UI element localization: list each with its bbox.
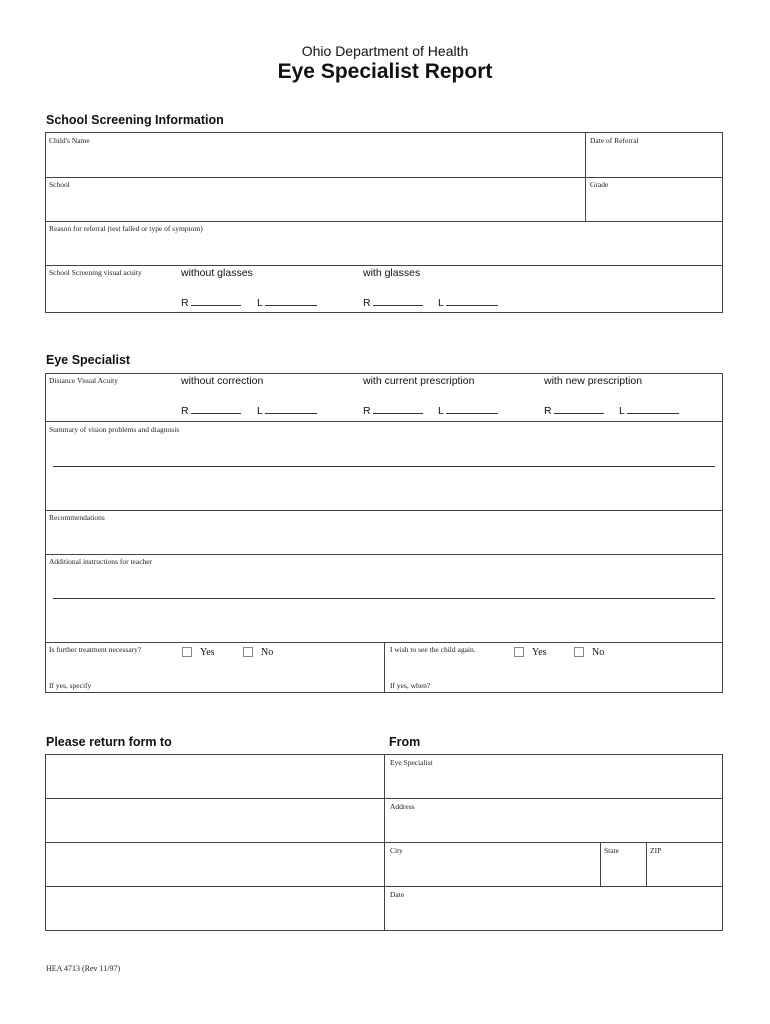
from-date-field[interactable] bbox=[386, 900, 722, 929]
see-again-yes-checkbox[interactable] bbox=[514, 647, 524, 657]
additional-instructions-label: Additional instructions for teacher bbox=[49, 557, 153, 566]
school-field[interactable] bbox=[46, 191, 584, 220]
without-correction-l-field[interactable]: L bbox=[257, 404, 317, 417]
from-address-field[interactable] bbox=[386, 812, 722, 841]
with-current-l-field[interactable]: L bbox=[438, 404, 498, 417]
with-new-l-field[interactable]: L bbox=[619, 404, 679, 417]
screening-without-r-field[interactable]: R bbox=[181, 296, 241, 309]
additional-line bbox=[53, 598, 715, 599]
further-treatment-no-label: No bbox=[261, 647, 274, 658]
if-yes-specify-label: If yes, specify bbox=[49, 681, 92, 690]
without-glasses-label: without glasses bbox=[181, 267, 253, 279]
reason-field[interactable] bbox=[46, 235, 722, 264]
from-date-label: Date bbox=[390, 890, 405, 899]
form-number: HEA 4713 (Rev 11/97) bbox=[46, 964, 121, 973]
summary-field[interactable] bbox=[46, 436, 722, 509]
agency-name: Ohio Department of Health bbox=[301, 43, 469, 59]
further-treatment-label: Is further treatment necessary? bbox=[49, 645, 142, 654]
childs-name-field[interactable] bbox=[46, 147, 584, 176]
without-correction-label: without correction bbox=[181, 375, 264, 387]
recommendations-field[interactable] bbox=[46, 524, 722, 553]
page-title: Eye Specialist Report bbox=[277, 60, 493, 83]
from-city-field[interactable] bbox=[386, 856, 599, 885]
further-treatment-yes-label: Yes bbox=[200, 647, 215, 658]
see-again-yes-label: Yes bbox=[532, 647, 547, 658]
school-label: School bbox=[49, 180, 70, 189]
from-eye-specialist-label: Eye Specialist bbox=[390, 758, 433, 767]
grade-label: Grade bbox=[590, 180, 609, 189]
from-heading: From bbox=[389, 735, 421, 749]
from-address-label: Address bbox=[390, 802, 415, 811]
if-yes-when-label: If yes, when? bbox=[390, 681, 431, 690]
if-yes-when-field[interactable] bbox=[440, 676, 720, 692]
if-yes-specify-field[interactable] bbox=[110, 676, 380, 692]
from-state-label: State bbox=[604, 846, 619, 855]
with-glasses-label: with glasses bbox=[363, 267, 421, 279]
further-treatment-no-checkbox[interactable] bbox=[243, 647, 253, 657]
screening-without-l-field[interactable]: L bbox=[257, 296, 317, 309]
return-address-field[interactable] bbox=[46, 755, 383, 930]
see-again-no-label: No bbox=[592, 647, 605, 658]
see-again-no-checkbox[interactable] bbox=[574, 647, 584, 657]
further-treatment-yes-checkbox[interactable] bbox=[182, 647, 192, 657]
from-zip-field[interactable] bbox=[648, 856, 722, 885]
screening-with-r-field[interactable]: R bbox=[363, 296, 423, 309]
screening-with-l-field[interactable]: L bbox=[438, 296, 498, 309]
see-again-label: I wish to see the child again. bbox=[390, 645, 476, 654]
additional-instructions-field[interactable] bbox=[46, 568, 722, 641]
school-screening-heading: School Screening Information bbox=[46, 113, 224, 127]
grade-field[interactable] bbox=[587, 191, 722, 220]
with-new-label: with new prescription bbox=[544, 375, 643, 387]
from-eye-specialist-field[interactable] bbox=[386, 768, 722, 797]
date-of-referral-label: Date of Referral bbox=[590, 136, 639, 145]
from-city-label: City bbox=[390, 846, 403, 855]
screening-acuity-label: School Screening visual acuity bbox=[49, 268, 142, 277]
summary-label: Summary of vision problems and diagnosis bbox=[49, 425, 180, 434]
date-of-referral-field[interactable] bbox=[587, 147, 722, 176]
reason-label: Reason for referral (test failed or type of symptom) bbox=[49, 224, 203, 233]
return-form-heading: Please return form to bbox=[46, 735, 172, 749]
childs-name-label: Child's Name bbox=[49, 136, 90, 145]
with-new-r-field[interactable]: R bbox=[544, 404, 604, 417]
from-state-field[interactable] bbox=[602, 856, 645, 885]
summary-line bbox=[53, 466, 715, 467]
with-current-r-field[interactable]: R bbox=[363, 404, 423, 417]
distance-acuity-label: Distance Visual Acuity bbox=[49, 376, 118, 385]
with-current-label: with current prescription bbox=[363, 375, 475, 387]
eye-specialist-heading: Eye Specialist bbox=[46, 353, 131, 367]
from-zip-label: ZIP bbox=[650, 846, 662, 855]
recommendations-label: Recommendations bbox=[49, 513, 105, 522]
without-correction-r-field[interactable]: R bbox=[181, 404, 241, 417]
